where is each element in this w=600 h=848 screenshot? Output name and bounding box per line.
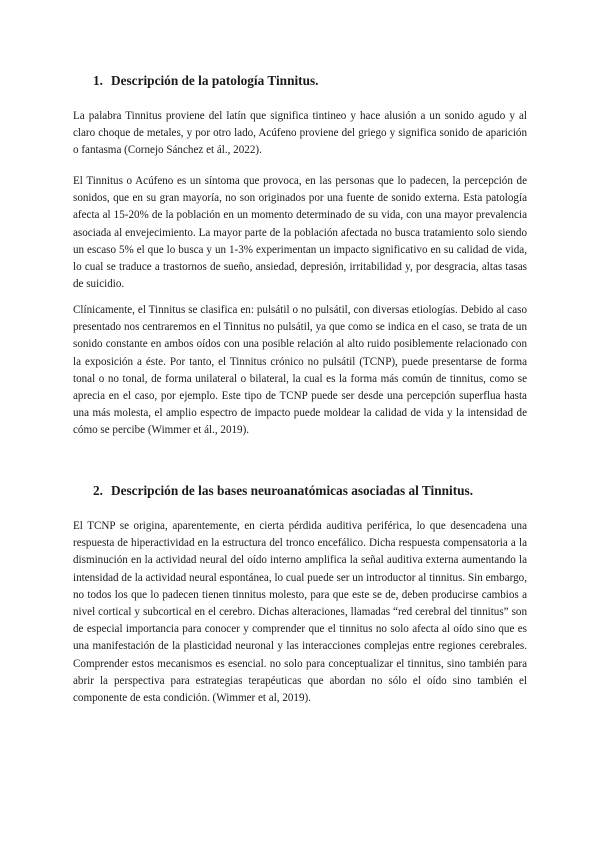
section-2-title: Descripción de las bases neuroanatómicas asociadas al Tinnitus. [111, 483, 474, 498]
section-1-title: Descripción de la patología Tinnitus. [111, 73, 319, 88]
section-1-paragraph-2: El Tinnitus o Acúfeno es un síntoma que provoca, en las personas que lo padecen, la percepción de sonidos, que en su gran mayoría, no son originados por una fuente de sonido externa. Esta patología afecta al 15-20% de la población en un momento determinado de su vida, con una mayor prevalencia asociada al envejecimiento. La mayor parte de la población afectada no busca tratamiento solo siendo un escaso 5% el que lo busca y un 1-3% experimentan un impacto significativo en su calidad de vida, lo cual se traduce a trastornos de sueño, ansiedad, depresión, irritabilidad y, por desgracia, altas tasas de suicidio. [73, 175, 527, 291]
section-1-heading [93, 73, 319, 89]
section-2-number: 2. [93, 483, 103, 498]
section-2-paragraph-1: El TCNP se origina, aparentemente, en cierta pérdida auditiva periférica, lo que desencadena una respuesta de hiperactividad en la estructura del tronco encefálico. Dicha respuesta compensatoria a la disminución en la actividad neural del oído interno amplifica la señal auditiva externa aumentando la intensidad de la actividad neural espontánea, lo cual puede ser un introductor al tinnitus. Sin embargo, no todos los que lo padecen tienen tinnitus molesto, para que este se de, deben producirse cambios a nivel cortical y subcortical en el cerebro. Dichas alteraciones, llamadas “red cerebral del tinnitus” son de especial importancia para conocer y comprender que el tinnitus no solo afecta al oído sino que es una manifestación de la plasticidad neuronal y las interacciones complejas entre regiones cerebrales. Comprender estos mecanismos es esencial. no solo para conceptualizar el tinnitus, sino también para abrir la perspectiva para estrategias terapéuticas que abordan no sólo el oído sino también el componente de esta condición. (Wimmer et al, 2019). [73, 520, 527, 705]
section-1-number: 1. [93, 73, 103, 88]
section-1-paragraph-1: La palabra Tinnitus proviene del latín que significa tintineo y hace alusión a un sonido agudo y al claro choque de metales, y por otro lado, Acúfeno proviene del griego y significa sonido de aparición o fantasma (Cornejo Sánchez et ál., 2022). [73, 110, 527, 157]
section-1-paragraph-3: Clínicamente, el Tinnitus se clasifica en: pulsátil o no pulsátil, con diversas etiologías. Debido al caso presentado nos centraremos en el Tinnitus no pulsátil, ya que como se indica en el caso, se trata de un sonido constante en ambos oídos con una posible relación al alto ruido posiblemente relacionado con la exposición a éste. Por tanto, el Tinnitus crónico no pulsátil (TCNP), puede presentarse de forma tonal o no tonal, de forma unilateral o bilateral, la cual es la forma más común de tinnitus, como se aprecia en el caso, por ejemplo. Este tipo de TCNP puede ser desde una percepción superflua hasta una más molesta, el amplio espectro de impacto puede moldear la calidad de vida y la intensidad de cómo se percibe (Wimmer et ál., 2019). [73, 304, 527, 437]
section-2-heading [93, 483, 473, 499]
